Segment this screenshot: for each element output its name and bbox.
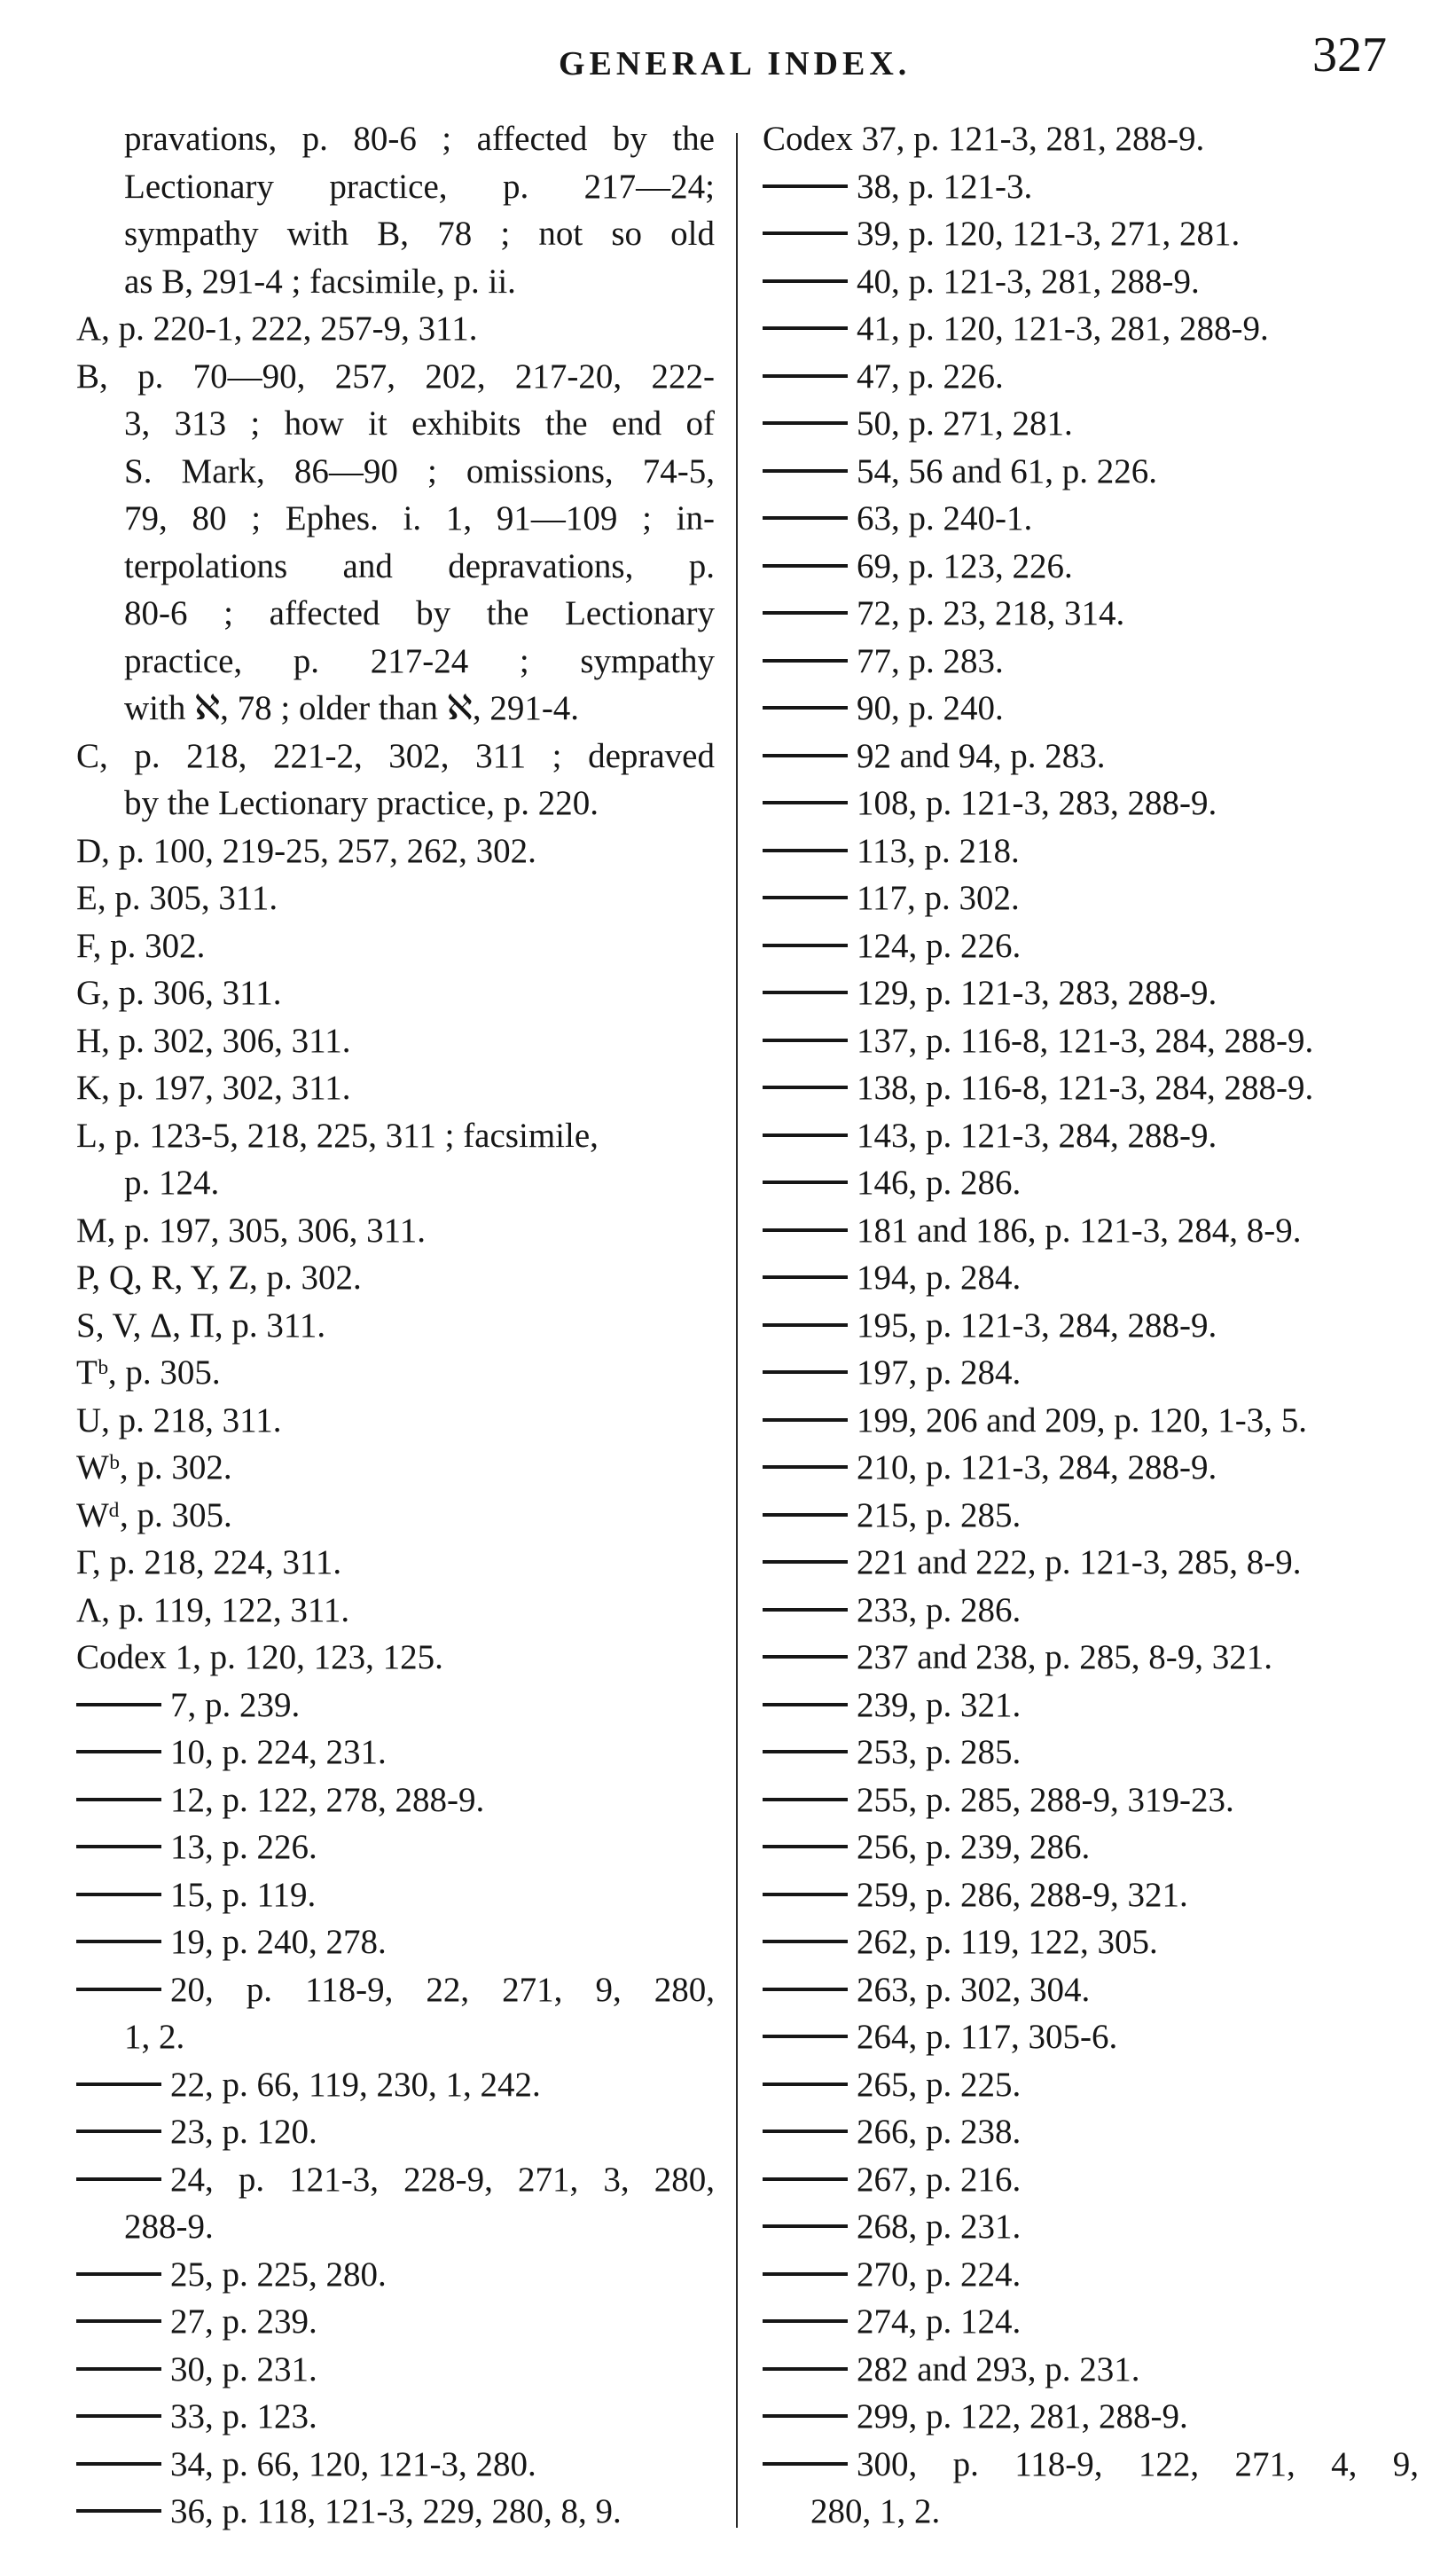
index-entry-text: C, p. 218, 221-2, 302, 311 ; depraved xyxy=(76,736,715,775)
index-entry xyxy=(763,733,1419,780)
index-entry-text: 41, p. 120, 121-3, 281, 288-9. xyxy=(857,310,1269,348)
index-entry xyxy=(763,1349,1419,1397)
index-entry xyxy=(76,2203,715,2251)
index-entry xyxy=(763,2393,1419,2441)
index-entry-text: with ℵ, 78 ; older than ℵ, 291-4. xyxy=(124,689,580,727)
index-entry-text: 253, p. 285. xyxy=(857,1733,1022,1771)
index-entry xyxy=(763,1397,1419,1445)
index-entry-text: 72, p. 23, 218, 314. xyxy=(857,594,1125,632)
index-entry-text: 7, p. 239. xyxy=(170,1685,301,1724)
index-entry-text: 259, p. 286, 288-9, 321. xyxy=(857,1875,1188,1914)
index-entry-text: 137, p. 116-8, 121-3, 284, 288-9. xyxy=(857,1021,1314,1060)
ditto-dash xyxy=(76,2509,161,2513)
index-entry xyxy=(763,1444,1419,1492)
index-entry-text: 270, p. 224. xyxy=(857,2255,1022,2294)
index-entry xyxy=(763,1207,1419,1255)
ditto-dash xyxy=(763,2083,848,2086)
index-entry-text: 262, p. 119, 122, 305. xyxy=(857,1923,1158,1961)
index-entry-text: p. 124. xyxy=(124,1164,220,1202)
index-entry-text: 117, p. 302. xyxy=(857,879,1020,917)
ditto-dash xyxy=(763,1940,848,1943)
index-entry-text: 237 and 238, p. 285, 8-9, 321. xyxy=(857,1638,1273,1676)
index-entry xyxy=(763,495,1419,543)
index-entry-text: A, p. 220-1, 222, 257-9, 311. xyxy=(76,310,478,348)
ditto-dash xyxy=(763,1703,848,1706)
index-entry xyxy=(763,1017,1419,1065)
ditto-dash xyxy=(763,1275,848,1279)
index-entry-text: 264, p. 117, 305-6. xyxy=(857,2018,1118,2056)
index-entry xyxy=(763,1682,1419,1730)
index-entry xyxy=(763,210,1419,258)
index-entry-text: 63, p. 240-1. xyxy=(857,499,1033,537)
index-entry xyxy=(76,2251,715,2299)
index-entry xyxy=(76,733,715,780)
ditto-dash xyxy=(76,2414,161,2418)
index-entry-text: 256, p. 239, 286. xyxy=(857,1828,1091,1866)
index-entry-text: Codex 37, p. 121-3, 281, 288-9. xyxy=(763,120,1205,158)
index-entry-text: 77, p. 283. xyxy=(857,641,1004,680)
index-entry-text: Λ, p. 119, 122, 311. xyxy=(76,1590,350,1629)
index-column-left xyxy=(76,115,715,2536)
index-entry xyxy=(76,1492,715,1540)
index-entry xyxy=(763,969,1419,1017)
index-entry-text: M, p. 197, 305, 306, 311. xyxy=(76,1211,426,1250)
index-entry xyxy=(763,828,1419,875)
index-entry xyxy=(76,543,715,591)
index-entry-text: 282 and 293, p. 231. xyxy=(857,2349,1140,2389)
ditto-dash xyxy=(763,1655,848,1659)
ditto-dash xyxy=(763,991,848,994)
index-entry-text: 1, 2. xyxy=(124,2018,185,2056)
index-entry-text: 92 and 94, p. 283. xyxy=(857,736,1106,775)
index-entry-text: 20, p. 118-9, 22, 271, 9, 280, xyxy=(170,1970,715,2009)
index-entry-text: 34, p. 66, 120, 121-3, 280. xyxy=(170,2444,536,2483)
ditto-dash xyxy=(763,1798,848,1801)
index-entry xyxy=(76,2013,715,2061)
index-entry-text: P, Q, R, Y, Z, p. 302. xyxy=(76,1259,362,1297)
index-entry xyxy=(76,1017,715,1065)
page-number: 327 xyxy=(1312,27,1387,82)
index-entry-text: 23, p. 120. xyxy=(170,2113,317,2151)
column-divider xyxy=(736,133,738,2528)
index-entry-text: 22, p. 66, 119, 230, 1, 242. xyxy=(170,2065,541,2104)
ditto-dash xyxy=(763,849,848,852)
index-entry xyxy=(76,163,715,211)
ditto-dash xyxy=(76,1798,161,1801)
index-entry xyxy=(763,448,1419,496)
index-entry xyxy=(763,258,1419,306)
index-entry xyxy=(763,2013,1419,2061)
ditto-dash xyxy=(763,564,848,568)
index-entry xyxy=(763,353,1419,401)
ditto-dash xyxy=(763,2272,848,2276)
ditto-dash xyxy=(763,2462,848,2466)
ditto-dash xyxy=(763,1750,848,1753)
index-entry xyxy=(763,1966,1419,2014)
index-entry xyxy=(76,2346,715,2394)
index-entry xyxy=(76,875,715,922)
index-entry xyxy=(76,1207,715,1255)
index-entry xyxy=(76,1254,715,1302)
index-entry xyxy=(763,1729,1419,1777)
index-entry-text: 33, p. 123. xyxy=(170,2397,317,2436)
index-entry-text: 210, p. 121-3, 284, 288-9. xyxy=(857,1448,1217,1486)
ditto-dash xyxy=(763,1086,848,1089)
index-entry xyxy=(76,1587,715,1635)
ditto-dash xyxy=(76,1988,161,1991)
index-entry-text: 199, 206 and 209, p. 120, 1-3, 5. xyxy=(857,1400,1308,1439)
index-column-right xyxy=(763,115,1419,2536)
index-entry xyxy=(763,1871,1419,1919)
index-entry-text: 124, p. 226. xyxy=(857,926,1022,965)
index-entry-text: practice, p. 217-24 ; sympathy xyxy=(124,641,715,680)
index-entry-text: 233, p. 286. xyxy=(857,1590,1022,1629)
index-entry xyxy=(76,2298,715,2346)
index-entry-text: Lectionary practice, p. 217—24; xyxy=(124,167,715,206)
index-entry-text: 300, p. 118-9, 122, 271, 4, 9, xyxy=(857,2444,1419,2483)
index-entry xyxy=(76,2061,715,2109)
ditto-dash xyxy=(76,2319,161,2323)
index-entry-text: 19, p. 240, 278. xyxy=(170,1923,387,1961)
index-entry-text: 215, p. 285. xyxy=(857,1495,1022,1534)
index-entry-text: 113, p. 218. xyxy=(857,831,1020,870)
index-entry xyxy=(763,2298,1419,2346)
ditto-dash xyxy=(763,754,848,757)
index-entry xyxy=(76,1444,715,1492)
index-entry-text: Γ, p. 218, 224, 311. xyxy=(76,1543,342,1581)
index-entry-text: G, p. 306, 311. xyxy=(76,974,282,1012)
index-entry xyxy=(763,780,1419,828)
index-entry xyxy=(763,2488,1419,2536)
index-entry-text: 30, p. 231. xyxy=(170,2349,317,2389)
index-entry-text: 129, p. 121-3, 283, 288-9. xyxy=(857,974,1217,1012)
index-entry-text: as B, 291-4 ; facsimile, p. ii. xyxy=(124,262,516,301)
index-entry-text: B, p. 70—90, 257, 202, 217-20, 222- xyxy=(76,357,715,396)
index-entry xyxy=(76,590,715,638)
index-entry xyxy=(763,1302,1419,1350)
ditto-dash xyxy=(763,2414,848,2418)
page-header xyxy=(0,27,1456,89)
index-entry xyxy=(76,495,715,543)
ditto-dash xyxy=(763,1418,848,1422)
ditto-dash xyxy=(763,1893,848,1896)
index-entry xyxy=(763,922,1419,970)
index-entry-text: 40, p. 121-3, 281, 288-9. xyxy=(857,262,1200,301)
index-entry xyxy=(763,1159,1419,1207)
index-entry xyxy=(76,969,715,1017)
ditto-dash xyxy=(763,2367,848,2371)
index-entry-text: 255, p. 285, 288-9, 319-23. xyxy=(857,1780,1234,1819)
index-entry-text: 265, p. 225. xyxy=(857,2065,1022,2104)
ditto-dash xyxy=(763,1608,848,1612)
index-entry-text: 146, p. 286. xyxy=(857,1164,1022,1202)
index-entry-text: Codex 1, p. 120, 123, 125. xyxy=(76,1638,443,1676)
index-entry-text: pravations, p. 80-6 ; affected by the xyxy=(124,120,715,158)
index-entry-text: K, p. 197, 302, 311. xyxy=(76,1069,351,1107)
index-entry xyxy=(76,2441,715,2489)
index-entry-text: 108, p. 121-3, 283, 288-9. xyxy=(857,784,1217,822)
index-entry xyxy=(763,1918,1419,1966)
ditto-dash xyxy=(763,1513,848,1517)
ditto-dash xyxy=(763,2319,848,2323)
ditto-dash xyxy=(763,944,848,947)
ditto-dash xyxy=(763,279,848,283)
ditto-dash xyxy=(763,421,848,425)
index-entry-text: 12, p. 122, 278, 288-9. xyxy=(170,1780,485,1819)
ditto-dash xyxy=(76,2272,161,2276)
index-entry xyxy=(763,685,1419,733)
index-entry xyxy=(76,305,715,353)
index-entry-text: 138, p. 116-8, 121-3, 284, 288-9. xyxy=(857,1069,1314,1107)
index-entry xyxy=(76,685,715,733)
index-entry xyxy=(763,1064,1419,1112)
ditto-dash xyxy=(763,326,848,330)
ditto-dash xyxy=(76,1940,161,1943)
index-entry xyxy=(763,1777,1419,1824)
ditto-dash xyxy=(763,2130,848,2133)
ditto-dash xyxy=(763,1228,848,1232)
index-entry-text: 50, p. 271, 281. xyxy=(857,404,1073,443)
index-entry-text: D, p. 100, 219-25, 257, 262, 302. xyxy=(76,831,536,870)
index-entry xyxy=(763,1634,1419,1682)
ditto-dash xyxy=(763,469,848,473)
ditto-dash xyxy=(76,2462,161,2466)
ditto-dash xyxy=(76,2177,161,2181)
index-entry-text: 274, p. 124. xyxy=(857,2302,1022,2341)
index-entry xyxy=(76,1397,715,1445)
index-entry-text: Tᵇ, p. 305. xyxy=(76,1353,221,1392)
index-entry-text: 69, p. 123, 226. xyxy=(857,546,1073,585)
ditto-dash xyxy=(763,374,848,378)
index-entry xyxy=(763,2346,1419,2394)
index-entry xyxy=(763,590,1419,638)
ditto-dash xyxy=(763,1988,848,1991)
ditto-dash xyxy=(76,2130,161,2133)
index-entry xyxy=(763,163,1419,211)
index-entry-text: 3, 313 ; how it exhibits the end of xyxy=(124,404,715,443)
index-entry xyxy=(76,2108,715,2156)
index-entry xyxy=(76,258,715,306)
index-entry-text: 299, p. 122, 281, 288-9. xyxy=(857,2397,1188,2436)
index-entry xyxy=(76,828,715,875)
index-entry xyxy=(763,1254,1419,1302)
index-entry xyxy=(76,2488,715,2536)
index-entry xyxy=(76,922,715,970)
index-entry xyxy=(763,638,1419,686)
index-entry xyxy=(763,875,1419,922)
ditto-dash xyxy=(76,1845,161,1848)
ditto-dash xyxy=(763,231,848,235)
index-entry xyxy=(76,448,715,496)
index-entry-text: L, p. 123-5, 218, 225, 311 ; facsimile, xyxy=(76,1116,599,1155)
ditto-dash xyxy=(763,896,848,899)
ditto-dash xyxy=(763,1181,848,1184)
index-entry-text: 36, p. 118, 121-3, 229, 280, 8, 9. xyxy=(170,2492,622,2530)
ditto-dash xyxy=(763,659,848,663)
index-entry xyxy=(76,638,715,686)
index-entry xyxy=(76,1729,715,1777)
ditto-dash xyxy=(76,2367,161,2371)
ditto-dash xyxy=(763,184,848,188)
index-entry-text: 288-9. xyxy=(124,2208,214,2246)
index-entry xyxy=(763,2441,1419,2489)
index-entry xyxy=(76,210,715,258)
index-entry xyxy=(763,2251,1419,2299)
index-entry-text: 80-6 ; affected by the Lectionary xyxy=(124,594,715,632)
index-entry-text: 266, p. 238. xyxy=(857,2113,1022,2151)
index-entry-text: 263, p. 302, 304. xyxy=(857,1970,1091,2009)
index-entry xyxy=(76,1159,715,1207)
index-entry-text: 239, p. 321. xyxy=(857,1685,1022,1724)
index-entry xyxy=(76,1777,715,1824)
ditto-dash xyxy=(763,2035,848,2038)
index-entry xyxy=(76,1824,715,1871)
index-entry xyxy=(763,115,1419,163)
index-entry xyxy=(76,400,715,448)
index-entry xyxy=(76,115,715,163)
index-entry xyxy=(76,1064,715,1112)
ditto-dash xyxy=(763,801,848,804)
index-entry-text: 280, 1, 2. xyxy=(810,2492,941,2530)
index-entry-text: 90, p. 240. xyxy=(857,689,1004,727)
index-entry-text: 268, p. 231. xyxy=(857,2208,1022,2246)
index-entry xyxy=(763,400,1419,448)
running-title: GENERAL INDEX. xyxy=(559,45,912,82)
ditto-dash xyxy=(763,2177,848,2181)
index-entry-text: 10, p. 224, 231. xyxy=(170,1733,387,1771)
index-entry-text: 267, p. 216. xyxy=(857,2160,1022,2199)
index-entry-text: 15, p. 119. xyxy=(170,1875,317,1914)
index-entry-text: 221 and 222, p. 121-3, 285, 8-9. xyxy=(857,1543,1302,1581)
ditto-dash xyxy=(763,1370,848,1374)
ditto-dash xyxy=(763,516,848,520)
ditto-dash xyxy=(76,1750,161,1753)
index-entry xyxy=(763,305,1419,353)
index-entry-text: 39, p. 120, 121-3, 271, 281. xyxy=(857,215,1241,253)
ditto-dash xyxy=(763,2224,848,2228)
index-entry-text: 143, p. 121-3, 284, 288-9. xyxy=(857,1116,1217,1155)
index-entry xyxy=(76,2393,715,2441)
index-entry-text: U, p. 218, 311. xyxy=(76,1400,282,1439)
index-entry xyxy=(763,2108,1419,2156)
index-entry xyxy=(76,2156,715,2204)
index-entry xyxy=(763,2203,1419,2251)
index-entry-text: S, V, Δ, Π, p. 311. xyxy=(76,1306,326,1345)
index-entry-text: H, p. 302, 306, 311. xyxy=(76,1021,351,1060)
index-entry xyxy=(763,1587,1419,1635)
index-entry-text: 24, p. 121-3, 228-9, 271, 3, 280, xyxy=(170,2160,715,2199)
index-entry xyxy=(76,1349,715,1397)
index-entry-text: sympathy with B, 78 ; not so old xyxy=(124,215,715,253)
index-entry xyxy=(763,1492,1419,1540)
index-entry-text: 47, p. 226. xyxy=(857,357,1004,396)
index-entry-text: by the Lectionary practice, p. 220. xyxy=(124,784,599,822)
index-entry xyxy=(76,1539,715,1587)
index-entry xyxy=(763,2156,1419,2204)
index-entry-text: F, p. 302. xyxy=(76,926,206,965)
ditto-dash xyxy=(76,1893,161,1896)
index-entry xyxy=(763,1824,1419,1871)
ditto-dash xyxy=(763,1133,848,1137)
index-entry-text: S. Mark, 86—90 ; omissions, 74-5, xyxy=(124,451,715,490)
ditto-dash xyxy=(763,1845,848,1848)
ditto-dash xyxy=(763,706,848,710)
index-entry xyxy=(76,1302,715,1350)
ditto-dash xyxy=(763,1039,848,1042)
index-entry xyxy=(76,1634,715,1682)
index-entry-text: 79, 80 ; Ephes. i. 1, 91—109 ; in- xyxy=(124,499,715,537)
index-entry-text: Wᵇ, p. 302. xyxy=(76,1448,232,1486)
index-entry xyxy=(76,1682,715,1730)
ditto-dash xyxy=(763,1323,848,1327)
index-entry xyxy=(76,353,715,401)
index-entry xyxy=(763,1539,1419,1587)
index-entry-text: terpolations and depravations, p. xyxy=(124,546,715,585)
index-entry xyxy=(76,1966,715,2014)
index-entry-text: 195, p. 121-3, 284, 288-9. xyxy=(857,1306,1217,1345)
ditto-dash xyxy=(763,1560,848,1564)
ditto-dash xyxy=(76,2083,161,2086)
index-entry xyxy=(76,1918,715,1966)
index-entry-text: 194, p. 284. xyxy=(857,1259,1022,1297)
index-entry-text: Wᵈ, p. 305. xyxy=(76,1495,232,1534)
index-entry xyxy=(763,543,1419,591)
index-entry xyxy=(76,1112,715,1160)
index-entry-text: 54, 56 and 61, p. 226. xyxy=(857,451,1158,490)
ditto-dash xyxy=(76,1703,161,1706)
index-entry-text: 25, p. 225, 280. xyxy=(170,2255,387,2294)
index-entry-text: 197, p. 284. xyxy=(857,1353,1022,1392)
index-entry xyxy=(763,2061,1419,2109)
index-entry xyxy=(76,1871,715,1919)
index-entry-text: 181 and 186, p. 121-3, 284, 8-9. xyxy=(857,1211,1302,1250)
ditto-dash xyxy=(763,611,848,615)
ditto-dash xyxy=(763,1465,848,1469)
index-entry-text: 27, p. 239. xyxy=(170,2302,317,2341)
index-entry-text: 38, p. 121-3. xyxy=(857,167,1033,206)
index-entry xyxy=(763,1112,1419,1160)
index-entry-text: 13, p. 226. xyxy=(170,1828,317,1866)
index-entry xyxy=(76,780,715,828)
index-entry-text: E, p. 305, 311. xyxy=(76,879,278,917)
